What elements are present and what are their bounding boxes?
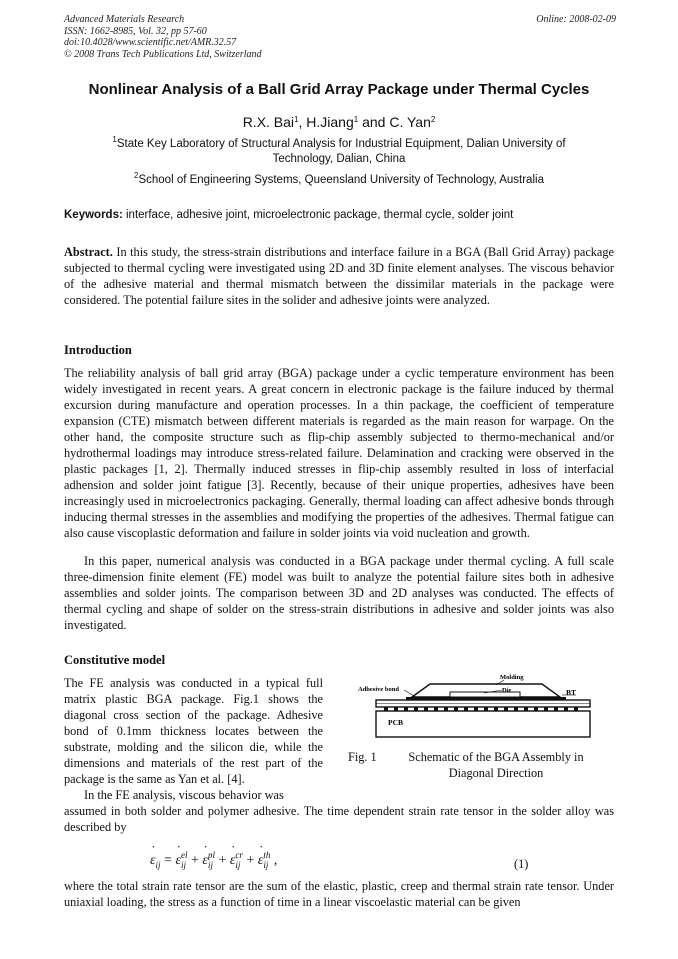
journal-issn: ISSN: 1662-8985, Vol. 32, pp 57-60 (64, 25, 207, 37)
adhesive-bond-label: Adhesive bond (358, 686, 399, 693)
author-separator: , (298, 114, 307, 130)
pcb-label: PCB (388, 718, 403, 727)
eq-trailing-comma: , (273, 853, 278, 868)
figure-caption-number: Fig. 1 (348, 750, 377, 764)
eq-lhs-symbol: ε ˙ (150, 853, 156, 869)
solder-ball (414, 707, 418, 711)
section-heading-constitutive-model: Constitutive model (64, 653, 166, 667)
bt-label: BT (566, 688, 577, 697)
eq-term-subscript: ij (235, 860, 241, 870)
eq-term-subscript: ij (180, 860, 186, 870)
solder-ball (444, 707, 448, 711)
keywords-label: Keywords: (64, 209, 123, 221)
author-affil-mark: 2 (430, 115, 436, 124)
abstract-text: In this study, the stress-strain distributions and interface failure in a BGA (Ball Grid Array) package subjected to thermal cycling were investigated using 2D and 3D finite element analyses. The viscous behavior of the adhesive material and thermal mismatch between the dissimilar materials in the package were considered. The potential failure sites in the solider and adhesive joints were analyzed. (64, 245, 614, 307)
eq-term-superscript: cr (235, 850, 243, 860)
constitutive-paragraph-2-cont: assumed in both solder and polymer adhesive. The time dependent strain rate tensor in the solder alloy was described by (64, 804, 614, 834)
eq-lhs-subscript: ij (155, 860, 161, 870)
intro-paragraph-1: The reliability analysis of ball grid array (BGA) package under a cyclic temperature environment has been widely investigated in recent years. A great concern in electronic package is the failure induced by thermal excursion during manufacture and operation processes. In a thin package, the coefficient of temperature expansion (CTE) mismatch between different materials is regarded as the main reason for warpage. On the other hand, the composite structure such as flip-chip assembly subjected to thermo-mechanical and/or hydrothermal loadings may introduce stress-related failure. Delamination and cracking were observed in the plastic packages [1, 2]. Thermally induced stresses in flip-chip assembly resulted in loss of interfacial adhension and solder joint fatigue [3]. Recently, because of their unique properties, adhesives have been increasingly used in microelectronics packaging. Generally, thermal loading can affect adhesive bonds through inducing thermal stresses in the assemblies and modifying the properties of the adhesives. Thermal fatigue can also cause viscoplastic deformation and failure in solder joints via void nucleation and growth. (64, 366, 614, 540)
affiliation-1 (88, 137, 590, 167)
eq-term-subscript: ij (263, 860, 269, 870)
eq-term-subscript: ij (207, 860, 213, 870)
constitutive-paragraph-3: where the total strain rate tensor are the sum of the elastic, plastic, creep and thermal strain rate tensor. Under uniaxial loading, the stress as a function of time in a linear viscoelastic material can be given (64, 879, 614, 909)
paper-title: Nonlinear Analysis of a Ball Grid Array Package under Thermal Cycles (88, 81, 590, 98)
solder-ball (504, 707, 508, 711)
eq-plus-sign: + (191, 853, 199, 868)
pcb-board (376, 711, 590, 737)
author-separator: and (358, 114, 390, 130)
keywords (64, 209, 513, 221)
eq-plus-sign: + (246, 853, 255, 868)
bga-schematic-figure (354, 673, 594, 745)
solder-ball (384, 707, 388, 711)
eq-equals-sign: = (164, 853, 172, 868)
affiliation-text: School of Engineering Systems, Queensland University of Technology, Australia (138, 174, 544, 186)
solder-ball (494, 707, 498, 711)
die-label: Die (502, 687, 512, 694)
solder-ball (394, 707, 398, 711)
solder-ball (514, 707, 518, 711)
author-name: R.X. Bai (242, 114, 295, 130)
section-heading-introduction: Introduction (64, 343, 132, 357)
solder-ball (464, 707, 468, 711)
journal-name: Advanced Materials Research (64, 14, 185, 25)
constitutive-column-text (64, 675, 323, 803)
solder-ball (424, 707, 428, 711)
journal-header (64, 14, 262, 60)
author-affil-mark: 1 (353, 115, 359, 124)
eq-term-symbol: ε ˙ (175, 853, 181, 869)
solder-ball (554, 707, 558, 711)
eq-term-symbol: ε ˙ (258, 853, 264, 869)
eq-term-superscript: el (181, 850, 188, 860)
constitutive-paragraph-2-start: In the FE analysis, viscous behavior was (84, 788, 284, 802)
intro-paragraph-2: In this paper, numerical analysis was conducted in a BGA package under thermal cycling. A full scale three-dimension finite element (FE) model was built to analyze the potential failure sites both in adhesive assemblies and solder joints. The comparison between 3D and 2D analyses was conducted. The effects of thermal cycling and shape of solder on the stress-strain distributions in adhesive and solder joints was also investigated. (64, 554, 614, 632)
constitutive-paragraph-1: The FE analysis was conducted in a typical full matrix plastic BGA package. Fig.1 shows the diagonal cross section of the package. Adhesive bond of 0.1mm thickness locates between the substrate, molding and the silicon die, while the dimensions and materials of the rest part of the package is the same as Yan et al. [4]. (64, 676, 323, 786)
author-list (0, 114, 678, 130)
abstract-label: Abstract. (64, 245, 113, 259)
solder-ball (454, 707, 458, 711)
keywords-text: interface, adhesive joint, microelectronic package, thermal cycle, solder joint (122, 209, 514, 221)
online-date: Online: 2008-02-09 (536, 14, 616, 25)
solder-ball (564, 707, 568, 711)
author-affil-mark: 1 (294, 115, 299, 124)
adhesive-leader-line (404, 690, 416, 697)
affiliation-text: State Key Laboratory of Structural Analysis for Industrial Equipment, Dalian University of Technology, Dalian, China (116, 138, 566, 165)
eq-term-superscript: th (263, 850, 271, 860)
affiliation-2 (0, 171, 678, 186)
affiliation-mark: 1 (112, 135, 117, 144)
eq-term-superscript: pl (207, 850, 215, 860)
solder-ball (474, 707, 478, 711)
figure-caption-text: Schematic of the BGA Assembly in Diagonal Direction (408, 750, 584, 780)
author-name: C. Yan (389, 114, 431, 130)
solder-ball (544, 707, 548, 711)
solder-ball (434, 707, 438, 711)
solder-ball (534, 707, 538, 711)
eq-term-symbol: ε ˙ (230, 853, 236, 869)
solder-ball (484, 707, 488, 711)
eq-plus-sign: + (218, 853, 227, 868)
abstract (64, 244, 614, 308)
molding-label: Molding (500, 674, 524, 681)
equation-number: (1) (514, 857, 529, 871)
author-name: H.Jiang (306, 114, 354, 130)
solder-ball (574, 707, 578, 711)
equation-1 (150, 850, 277, 870)
affiliation-mark: 2 (134, 171, 139, 180)
solder-ball (404, 707, 408, 711)
solder-ball (524, 707, 528, 711)
journal-doi: doi:10.4028/www.scientific.net/AMR.32.57 (64, 37, 237, 48)
journal-copyright: © 2008 Trans Tech Publications Ltd, Switzerland (64, 48, 262, 60)
eq-term-symbol: ε ˙ (202, 853, 208, 869)
